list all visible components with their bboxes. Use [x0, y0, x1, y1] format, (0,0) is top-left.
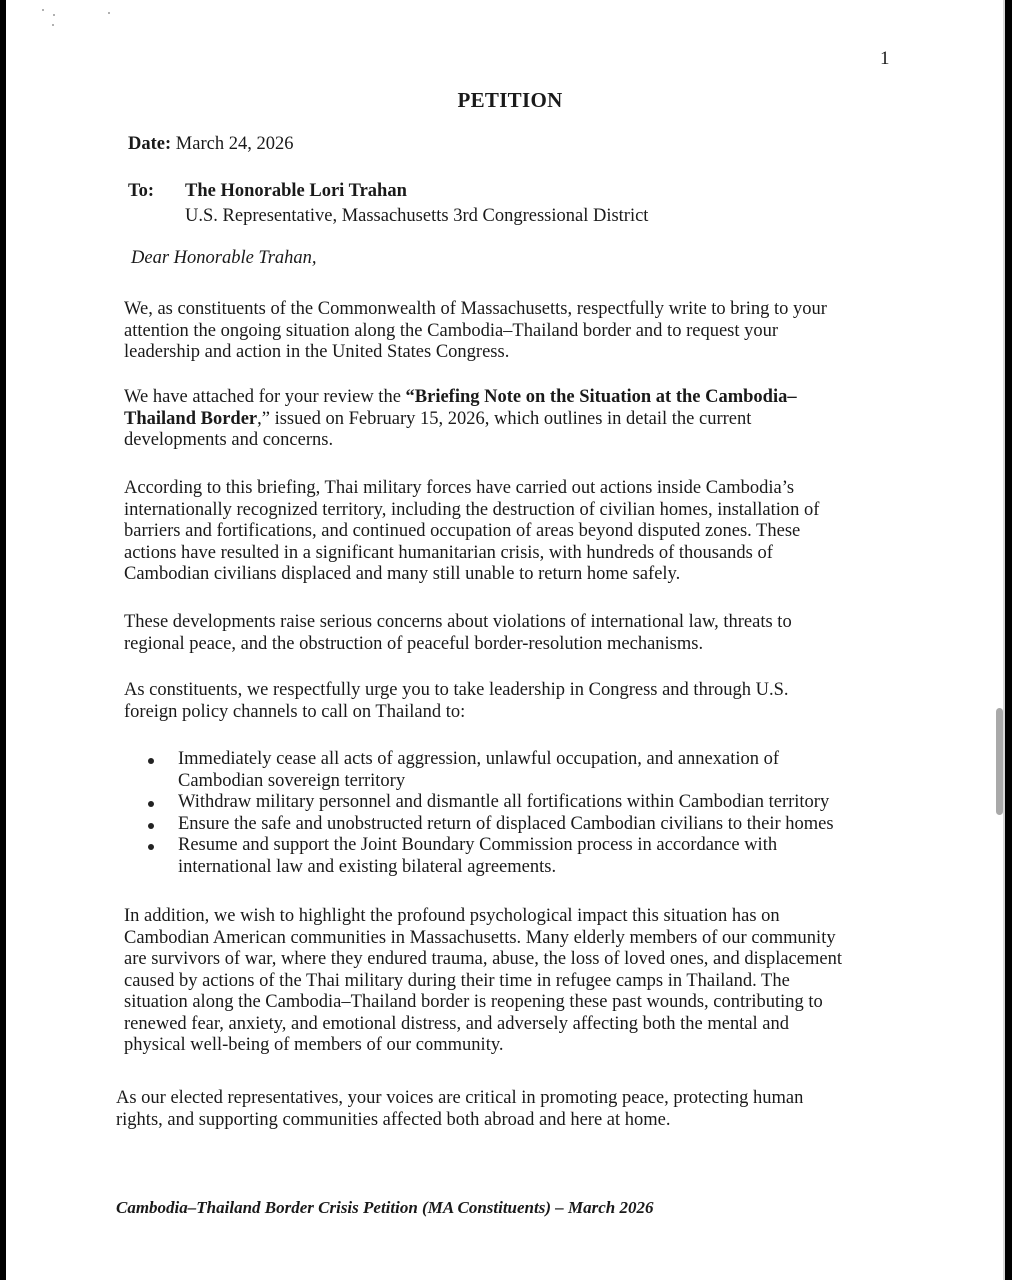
paragraph-psychological-impact: [124, 906, 894, 1057]
bullet-icon: [148, 758, 154, 764]
paragraph-line: renewed fear, anxiety, and emotional distress, and adversely affecting both the mental and: [124, 1013, 790, 1034]
page-number: 1: [880, 48, 890, 69]
paragraph-line: caused by actions of the Thai military during their time in refugee camps in Thailand. The: [124, 970, 790, 991]
paragraph-line: actions have resulted in a significant humanitarian crisis, with hundreds of thousands of: [124, 542, 773, 563]
paragraph-line: [124, 409, 894, 431]
document-title: PETITION: [457, 88, 563, 112]
paragraph-line: Cambodian American communities in Massachusetts. Many elderly members of our community: [124, 927, 836, 948]
bullet-icon: [148, 844, 154, 850]
paragraph-line: barriers and fortifications, and continued occupation of areas beyond disputed zones. These: [124, 521, 801, 541]
list-item: [146, 792, 834, 814]
scrollbar-thumb[interactable]: [996, 708, 1003, 815]
paragraph-line: These developments raise serious concerns about violations of international law, threats to: [124, 612, 792, 632]
paragraph-line: In addition, we wish to highlight the profound psychological impact this situation has on: [124, 906, 780, 926]
paragraph-line: As constituents, we respectfully urge you to take leadership in Congress and through U.S.: [124, 680, 789, 700]
list-item-line: Ensure the safe and unobstructed return of displaced Cambodian civilians to their homes: [178, 813, 834, 834]
text-run: We have attached for your review the: [124, 387, 406, 407]
paragraph-line: foreign policy channels to call on Thailand to:: [124, 701, 466, 722]
demands-list: [146, 749, 834, 878]
briefing-title-bold: “Briefing Note on the Situation at the Cambodia–: [405, 387, 797, 407]
list-item-line: Withdraw military personnel and dismantle all fortifications within Cambodian territory: [178, 792, 830, 812]
list-item-line: international law and existing bilateral agreements.: [178, 856, 557, 877]
recipient-name: The Honorable Lori Trahan: [185, 181, 407, 201]
paragraph-line: As our elected representatives, your voices are critical in promoting peace, protecting human: [116, 1088, 804, 1108]
date-value: March 24, 2026: [175, 134, 294, 154]
paragraph-line: leadership and action in the United States Congress.: [124, 342, 510, 362]
bullet-icon: [148, 823, 154, 829]
paragraph-line: Cambodian civilians displaced and many still unable to return home safely.: [124, 564, 681, 584]
paragraph-line: rights, and supporting communities affected both abroad and here at home.: [116, 1109, 671, 1130]
recipient-label: To:: [128, 181, 155, 201]
bullet-icon: [148, 801, 154, 807]
salutation: Dear Honorable Trahan,: [131, 248, 317, 268]
paragraph-line: regional peace, and the obstruction of peaceful border-resolution mechanisms.: [124, 633, 704, 654]
text-run: ,” issued on February 15, 2026, which outlines in detail the current: [257, 408, 752, 429]
document-footer: Cambodia–Thailand Border Crisis Petition (MA Constituents) – March 2026: [116, 1198, 654, 1217]
date-line: [128, 134, 293, 155]
list-item-line: Cambodian sovereign territory: [178, 770, 406, 791]
paragraph-line: situation along the Cambodia–Thailand border is reopening these past wounds, contributing to: [124, 992, 823, 1012]
paragraph-closing: [116, 1088, 886, 1131]
paragraph-line: We, as constituents of the Commonwealth of Massachusetts, respectfully write to bring to your: [124, 299, 827, 319]
paragraph-line: internationally recognized territory, including the destruction of civilian homes, installation of: [124, 499, 820, 520]
paragraph-briefing-summary: [124, 478, 894, 586]
paragraph-line: According to this briefing, Thai military forces have carried out actions inside Cambodia’s: [124, 478, 795, 498]
paragraph-line: developments and concerns.: [124, 430, 334, 450]
list-item: [146, 835, 834, 878]
paragraph-line: attention the ongoing situation along the Cambodia–Thailand border and to request your: [124, 320, 779, 341]
paragraph-line: are survivors of war, where they endured trauma, abuse, the loss of loved ones, and displacement: [124, 949, 842, 969]
recipient-title: U.S. Representative, Massachusetts 3rd Congressional District: [185, 206, 649, 226]
paragraph-line: physical well-being of members of our community.: [124, 1035, 504, 1055]
paragraph-line: [124, 387, 894, 409]
list-item: [146, 749, 834, 792]
paragraph-intro: [124, 299, 894, 364]
paragraph-briefing-note: [124, 387, 894, 452]
list-item-line: Resume and support the Joint Boundary Commission process in accordance with: [178, 835, 778, 855]
date-label: Date:: [128, 134, 172, 154]
briefing-title-bold: Thailand Border: [124, 408, 258, 429]
list-item: [146, 814, 834, 836]
paragraph-request: [124, 680, 894, 723]
list-item-line: Immediately cease all acts of aggression, unlawful occupation, and annexation of: [178, 749, 780, 769]
paragraph-concerns: [124, 612, 894, 655]
